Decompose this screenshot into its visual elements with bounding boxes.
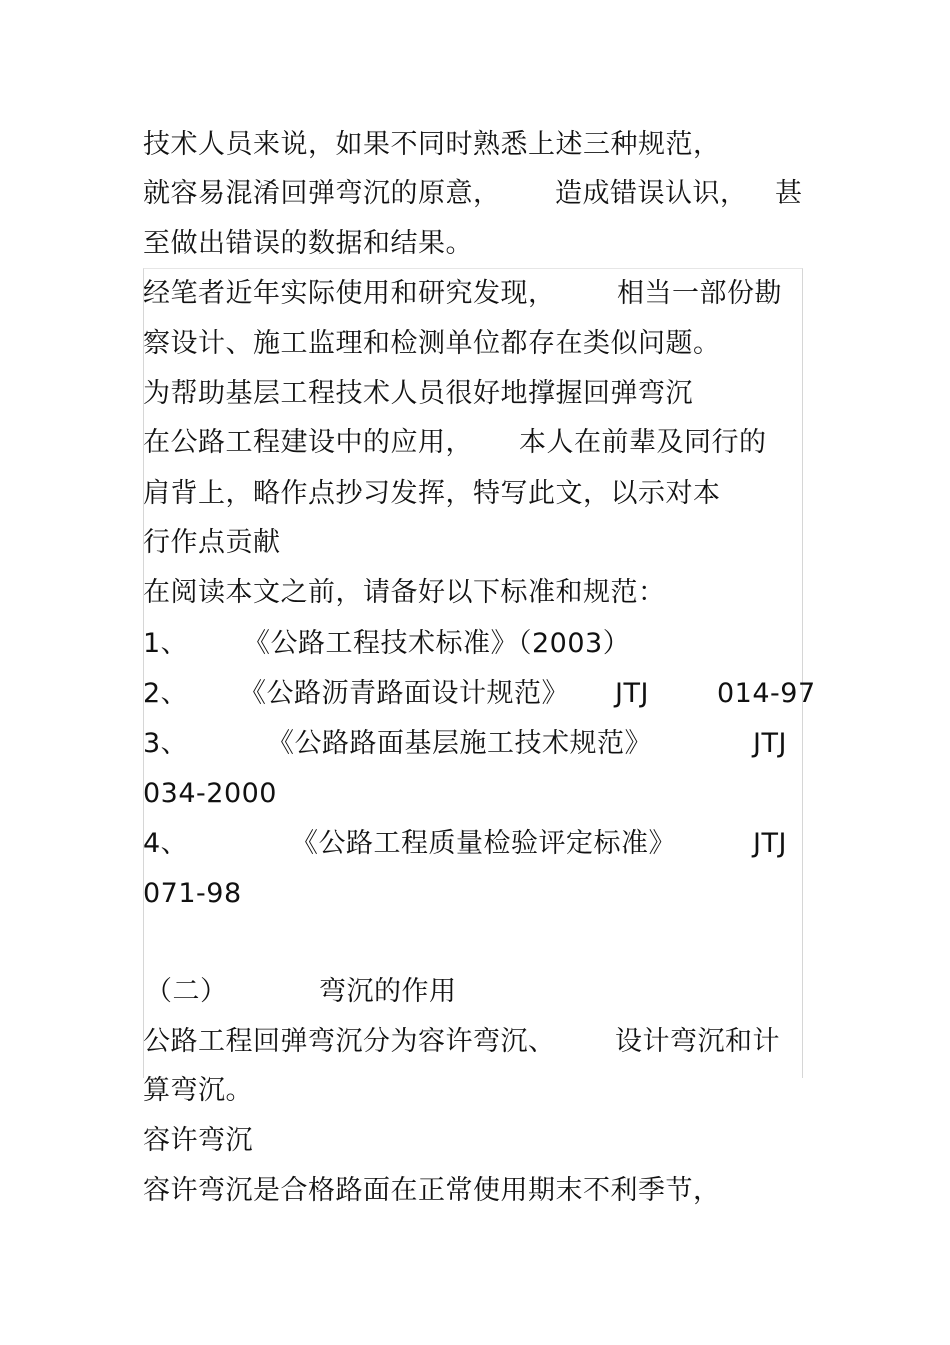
text-line: [143, 573, 666, 613]
text-span: 《公路工程技术标准》（2003）: [243, 628, 631, 659]
text-line: [143, 374, 693, 414]
section-heading: [143, 972, 803, 1012]
subheading: [143, 1121, 253, 1161]
text-line: [143, 874, 242, 914]
text-span: JTJ: [753, 828, 787, 859]
text-line: [143, 774, 277, 814]
text-span: 《公路沥青路面设计规范》: [239, 678, 569, 709]
text-line: [143, 125, 721, 165]
list-number: 3、: [143, 728, 189, 759]
text-span: 行作点贡献: [143, 527, 281, 558]
text-span: 相当一部份勘: [617, 278, 782, 309]
list-number: 1、: [143, 628, 189, 659]
text-line: [143, 1171, 721, 1211]
text-span: 《公路路面基层施工技术规范》: [267, 728, 652, 759]
text-span: 技术人员来说，如果不同时熟悉上述三种规范，: [143, 129, 721, 160]
text-span: 设计弯沉和计: [615, 1026, 780, 1057]
text-line: [143, 1071, 253, 1111]
section-number: （二）: [145, 976, 228, 1007]
text-span: JTJ: [615, 678, 649, 709]
text-span: 肩背上，略作点抄习发挥，特写此文，以示对本: [143, 478, 721, 509]
text-span: JTJ: [753, 728, 787, 759]
text-line: [143, 724, 803, 764]
list-number: 2、: [143, 678, 189, 709]
section-title: 弯沉的作用: [319, 976, 457, 1007]
text-span: 甚: [775, 178, 803, 209]
text-line: [143, 474, 721, 514]
text-span: 容许弯沉是合格路面在正常使用期末不利季节，: [143, 1175, 721, 1206]
text-span: 014-97: [717, 678, 816, 709]
text-line: [143, 423, 803, 463]
text-span: 本人在前辈及同行的: [519, 427, 767, 458]
text-span: 在阅读本文之前，请备好以下标准和规范：: [143, 577, 666, 608]
text-span: 公路工程回弹弯沉分为容许弯沉、: [143, 1026, 556, 1057]
list-number: 4、: [143, 828, 189, 859]
text-span: 在公路工程建设中的应用，: [143, 427, 473, 458]
text-span: 《公路工程质量检验评定标准》: [291, 828, 676, 859]
text-line: [143, 824, 803, 864]
text-span: 034-2000: [143, 778, 277, 809]
text-line: [143, 624, 803, 664]
text-span: 察设计、施工监理和检测单位都存在类似问题。: [143, 328, 721, 359]
text-span: 就容易混淆回弹弯沉的原意，: [143, 178, 501, 209]
text-span: 经笔者近年实际使用和研究发现，: [143, 278, 556, 309]
text-line: [143, 674, 816, 714]
text-line: [143, 1022, 803, 1062]
text-span: 容许弯沉: [143, 1125, 253, 1156]
text-line: [143, 324, 721, 364]
text-line: [143, 224, 473, 264]
text-line: [143, 523, 281, 563]
text-span: 071-98: [143, 878, 242, 909]
text-span: 造成错误认识，: [555, 178, 748, 209]
text-span: 为帮助基层工程技术人员很好地撑握回弹弯沉: [143, 378, 693, 409]
text-span: 算弯沉。: [143, 1075, 253, 1106]
text-line: [143, 274, 803, 314]
text-span: 至做出错误的数据和结果。: [143, 228, 473, 259]
text-line: [143, 174, 803, 214]
